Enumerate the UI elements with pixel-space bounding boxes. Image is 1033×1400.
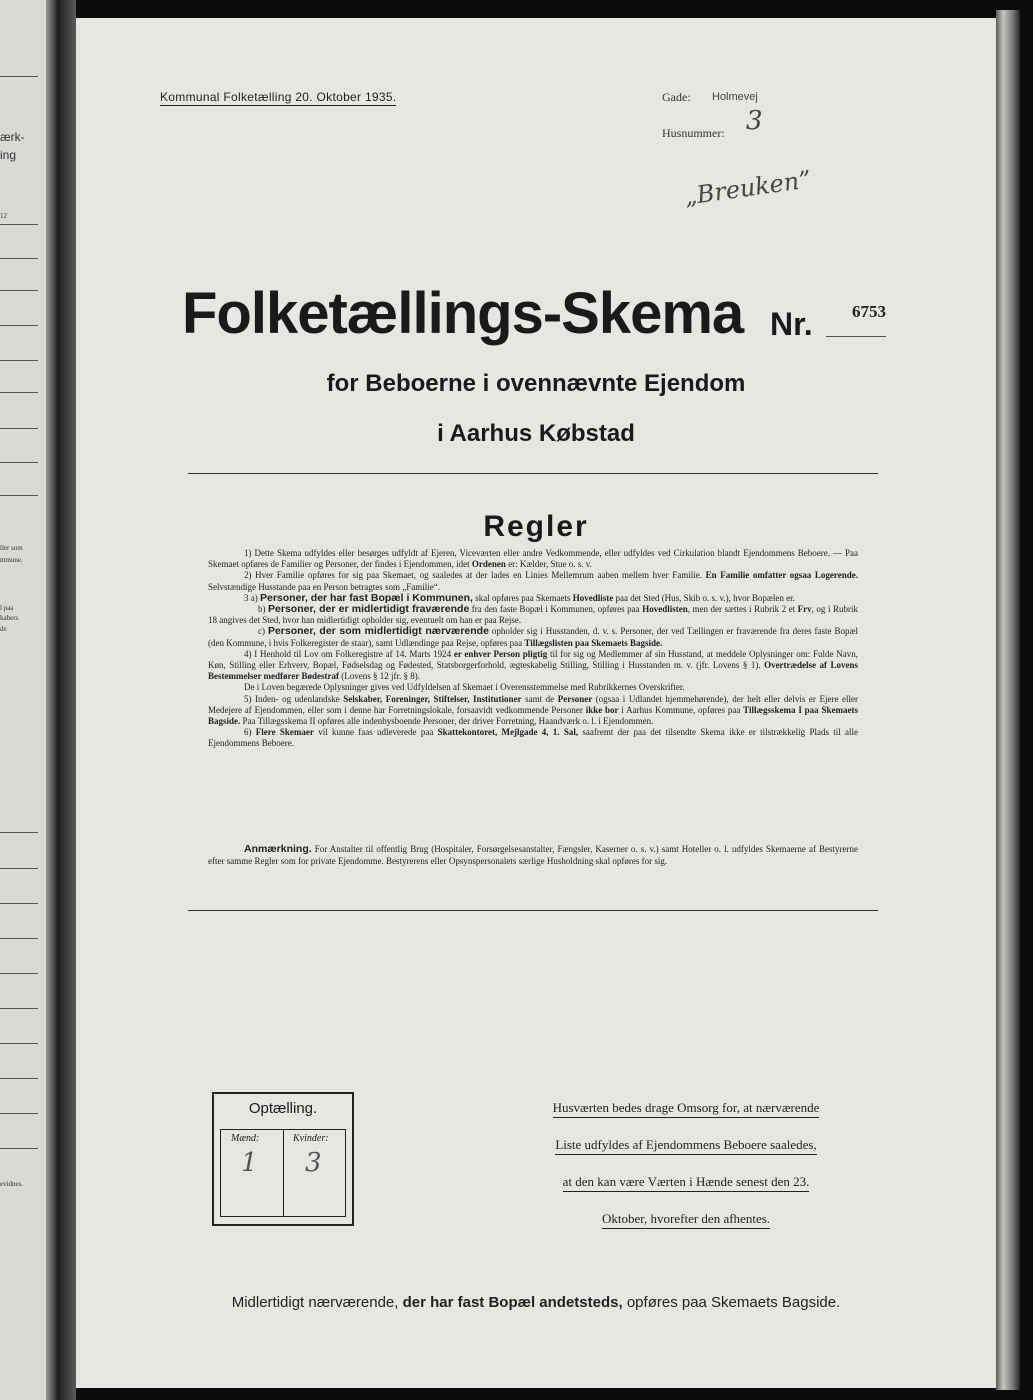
rule-3a: 3 a) Personer, der har fast Bopæl i Kommunen, skal opføres paa Skemaets Hovedliste paa det Sted (Hus, Skib o. s. v.), hvor Bopælen er.	[244, 591, 795, 604]
left-rule	[0, 392, 38, 393]
left-fragment-text: de	[0, 625, 7, 633]
annotation-label: Anmærkning.	[244, 843, 312, 855]
census-form-page	[76, 18, 996, 1388]
left-rule	[0, 1008, 38, 1009]
left-rule	[0, 868, 38, 869]
rule-1: 1) Dette Skema udfyldes eller besørges udfyldt af Ejeren, Viceværten eller andre Vedkommende, eller udfyldes ved Cirkulation blandt Ejendommens Beboere. — Paa Skemaet opføres de Familier og Personer, der findes i Ejendommen, idet Ordenen er: Kælder, Stue o. s. v.	[208, 548, 858, 570]
men-label: Mænd:	[231, 1133, 260, 1144]
gade-value: Holmevej	[712, 91, 758, 103]
count-table	[220, 1129, 346, 1217]
left-rule	[0, 973, 38, 974]
notice-line-3: at den kan være Værten i Hænde senest den 23.	[563, 1174, 810, 1192]
men-count: 1	[241, 1148, 258, 1178]
left-fragment-text: evidnes.	[0, 1180, 24, 1188]
annotation-note	[208, 844, 858, 867]
gade-label: Gade:	[662, 90, 691, 104]
left-fragment-text: ing	[0, 148, 17, 162]
rules-heading: Regler	[483, 510, 589, 543]
left-rule	[0, 290, 38, 291]
left-rule	[0, 360, 38, 361]
count-divider	[283, 1130, 284, 1216]
notice-line-4: Oktober, hvorefter den afhentes.	[602, 1211, 770, 1229]
left-fragment-text: 12	[0, 212, 7, 220]
form-title: Folketællings-Skema	[182, 281, 744, 346]
divider	[188, 910, 878, 911]
count-box	[212, 1092, 354, 1226]
subtitle-property: for Beboerne i ovennævnte Ejendom	[326, 370, 746, 397]
book-gutter	[46, 0, 76, 1400]
left-rule	[0, 1043, 38, 1044]
women-count: 3	[305, 1148, 322, 1178]
left-fragment-text: ærk-	[0, 130, 25, 144]
left-rule	[0, 495, 38, 496]
nr-underline	[826, 336, 886, 337]
women-label: Kvinder:	[293, 1133, 329, 1144]
left-rule	[0, 325, 38, 326]
left-rule	[0, 224, 38, 225]
left-rule	[0, 428, 38, 429]
rule-2: 2) Hver Familie opføres for sig paa Skemaet, og saaledes at der lades en Linies Mellemrum aaben mellem hver Familie. En Familie omfatter ogsaa Logerende. Selvstændige Husstande paa en Person betragtes som „Familie“.	[208, 570, 858, 592]
left-fragment-text: l paa	[0, 604, 14, 612]
handwritten-name: „Breuken”	[682, 165, 814, 211]
nr-value: 6753	[852, 302, 886, 321]
left-fragment-text: ller som	[0, 544, 23, 552]
landlord-notice	[506, 1100, 866, 1248]
left-rule	[0, 258, 38, 259]
left-fragment-text: kabers	[0, 614, 19, 622]
rule-6: 6) Flere Skemaer vil kunne faas udleverede paa Skattekontoret, Mejlgade 4, 1. Sal, saafremt der paa det tilsendte Skema ikke er tilstrækkelig Plads til alle Ejendommens Beboere.	[208, 727, 859, 749]
husnummer-value: 3	[746, 106, 763, 136]
left-rule	[0, 938, 38, 939]
left-rule	[0, 76, 38, 77]
notice-line-2: Liste udfyldes af Ejendommens Beboere saaledes,	[555, 1137, 816, 1155]
left-rule	[0, 903, 38, 904]
census-line: Kommunal Folketælling 20. Oktober 1935.	[160, 90, 397, 104]
left-rule	[0, 462, 38, 463]
annotation-text: For Anstalter til offentlig Brug (Hospitaler, Forsørgelsesanstalter, Fængsler, Kaserner o. s. v.) samt Hoteller o. l. udfyldes Skemaerne af Bestyrerne efter samme Regler som for private Ejendomme. Bestyrerens eller Opsynspersonalets særlige Husholdning skal opføres for sig.	[208, 844, 858, 866]
left-rule	[0, 1078, 38, 1079]
rule-4-note: De i Loven begærede Oplysninger gives ved Udfyldelsen af Skemaet i Overensstemmelse med Rubrikkernes Overskrifter.	[244, 682, 685, 693]
notice-line-1: Husværten bedes drage Omsorg for, at nærværende	[553, 1100, 820, 1118]
count-title: Optælling.	[248, 1100, 318, 1117]
left-rule	[0, 1148, 38, 1149]
left-rule	[0, 832, 38, 833]
rule-4: 4) I Henhold til Lov om Folkeregistre af 14. Marts 1924 er enhver Person pligtig til for sig og Medlemmer af sin Husstand, at meddele Oplysninger om: Fulde Navn, Køn, Stilling eller Erhverv, Bopæl, Fødselsdag og Fødested, Statsborgerforhold, ægteskabelig Stilling, Stilling i Husstanden m. v. (jfr. Lovens § 1). Overtrædelse af Lovens Bestemmelser medfører Bødestraf (Lovens § 12 jfr. § 8).	[208, 648, 858, 682]
nr-label: Nr.	[770, 306, 813, 342]
left-fragment-text: mmune.	[0, 556, 23, 564]
footer-note: Midlertidigt nærværende, der har fast Bopæl andetsteds, opføres paa Skemaets Bagside.	[231, 1294, 841, 1311]
book-spine-edge	[996, 10, 1020, 1390]
left-page-fragment	[0, 0, 46, 1400]
rule-3b: b) Personer, der er midlertidigt fraværende fra den faste Bopæl i Kommunen, opføres paa Hovedlisten, men der sættes i Rubrik 2 et Frv, og i Rubrik 18 angives det Sted, hvor han midlertidigt opholder sig, eventuelt om han er paa Rejse.	[208, 603, 858, 626]
rule-5: 5) Inden- og udenlandske Selskaber, Foreninger, Stiftelser, Institutioner samt de Personer (ogsaa i Udlandet hjemmehørende), der helt eller delvis er Ejere eller Medejere af Ejendommen, eller som i denne har Forretningslokale, forsaavidt vedkommende Personer ikke bor i Aarhus Kommune, opføres paa Tillægsskema I paa Skemaets Bagside. Paa Tillægsskema II opføres alle indenbysboende Personer, der driver Forretning, Haandværk o. l. i Ejendommen.	[208, 693, 859, 727]
husnummer-label: Husnummer:	[662, 126, 725, 140]
rules-body	[208, 548, 858, 750]
rule-3c: c) Personer, der som midlertidigt nærværende opholder sig i Husstanden, d. v. s. Personer, der ved Tællingen er fraværende fra deres faste Bopæl (den Kommune, i hvis Folkeregister de staar), samt Udlændinge paa Rejse, opføres paa Tillægslisten paa Skemaets Bagside.	[208, 625, 858, 648]
left-rule	[0, 1113, 38, 1114]
subtitle-city: i Aarhus Købstad	[437, 420, 635, 447]
divider	[188, 473, 878, 474]
